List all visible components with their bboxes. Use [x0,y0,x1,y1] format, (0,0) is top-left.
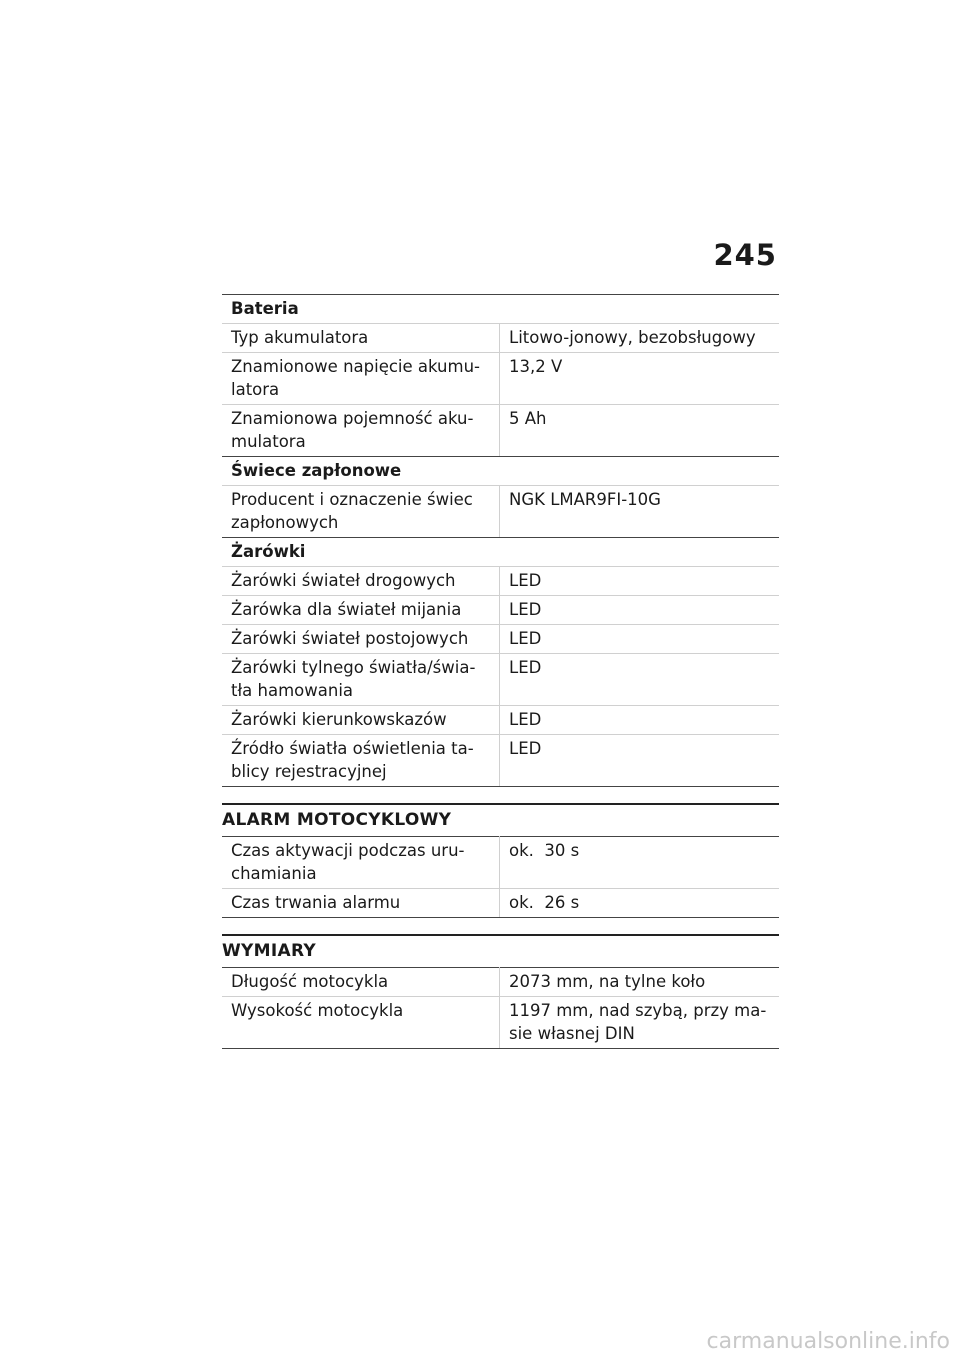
spec-value: ok. 30 s [500,837,780,889]
spec-value: 1197 mm, nad szybą, przy ma- sie własnej DIN [500,997,780,1049]
spec-label: Żarówka dla świateł mijania [222,596,500,625]
group-heading-bateria [222,295,779,324]
table-row [222,596,779,625]
spec-label: Znamionowe napięcie akumu- latora [222,353,500,405]
group-title: Żarówki [222,538,779,567]
spec-label: Żarówki świateł postojowych [222,625,500,654]
spec-value: LED [500,567,780,596]
table-row [222,486,779,538]
spec-label: Żarówki tylnego światła/świa- tła hamowania [222,654,500,706]
group-heading-zarowki [222,538,779,567]
spec-value: Litowo-jonowy, bezobsługowy [500,324,780,353]
group-heading-swiece [222,457,779,486]
spec-label: Typ akumulatora [222,324,500,353]
spec-label: Czas aktywacji podczas uru- chamiania [222,837,500,889]
table-row [222,625,779,654]
spec-label: Znamionowa pojemność aku- mulatora [222,405,500,457]
table-row [222,837,779,889]
wymiary-table [222,967,779,1049]
spec-value: 13,2 V [500,353,780,405]
spec-label: Żarówki świateł drogowych [222,567,500,596]
table-row [222,324,779,353]
spec-value: LED [500,625,780,654]
spec-value: LED [500,654,780,706]
bateria-table [222,294,779,787]
spec-value: LED [500,706,780,735]
table-row [222,654,779,706]
spec-value: 5 Ah [500,405,780,457]
table-row [222,567,779,596]
spec-value: 2073 mm, na tylne koło [500,968,780,997]
spec-label: Wysokość motocykla [222,997,500,1049]
spec-value: ok. 26 s [500,889,780,918]
table-row [222,735,779,787]
spec-value: LED [500,596,780,625]
table-row [222,706,779,735]
section-title-wymiary: WYMIARY [222,934,779,967]
table-row [222,997,779,1049]
table-row [222,889,779,918]
page-number: 245 [713,238,777,272]
spec-content [222,294,779,1049]
table-row [222,405,779,457]
spec-label: Długość motocykla [222,968,500,997]
spec-label: Producent i oznaczenie świec zapłonowych [222,486,500,538]
section-title-alarm: ALARM MOTOCYKLOWY [222,803,779,836]
group-title: Świece zapłonowe [222,457,779,486]
group-title: Bateria [222,295,779,324]
spec-value: LED [500,735,780,787]
spec-label: Żarówki kierunkowskazów [222,706,500,735]
table-row [222,353,779,405]
spec-label: Czas trwania alarmu [222,889,500,918]
spec-label: Źródło światła oświetlenia ta- blicy rejestracyjnej [222,735,500,787]
table-row [222,968,779,997]
alarm-table [222,836,779,918]
spec-value: NGK LMAR9FI-10G [500,486,780,538]
watermark-text: carmanualsonline.info [706,1329,950,1354]
